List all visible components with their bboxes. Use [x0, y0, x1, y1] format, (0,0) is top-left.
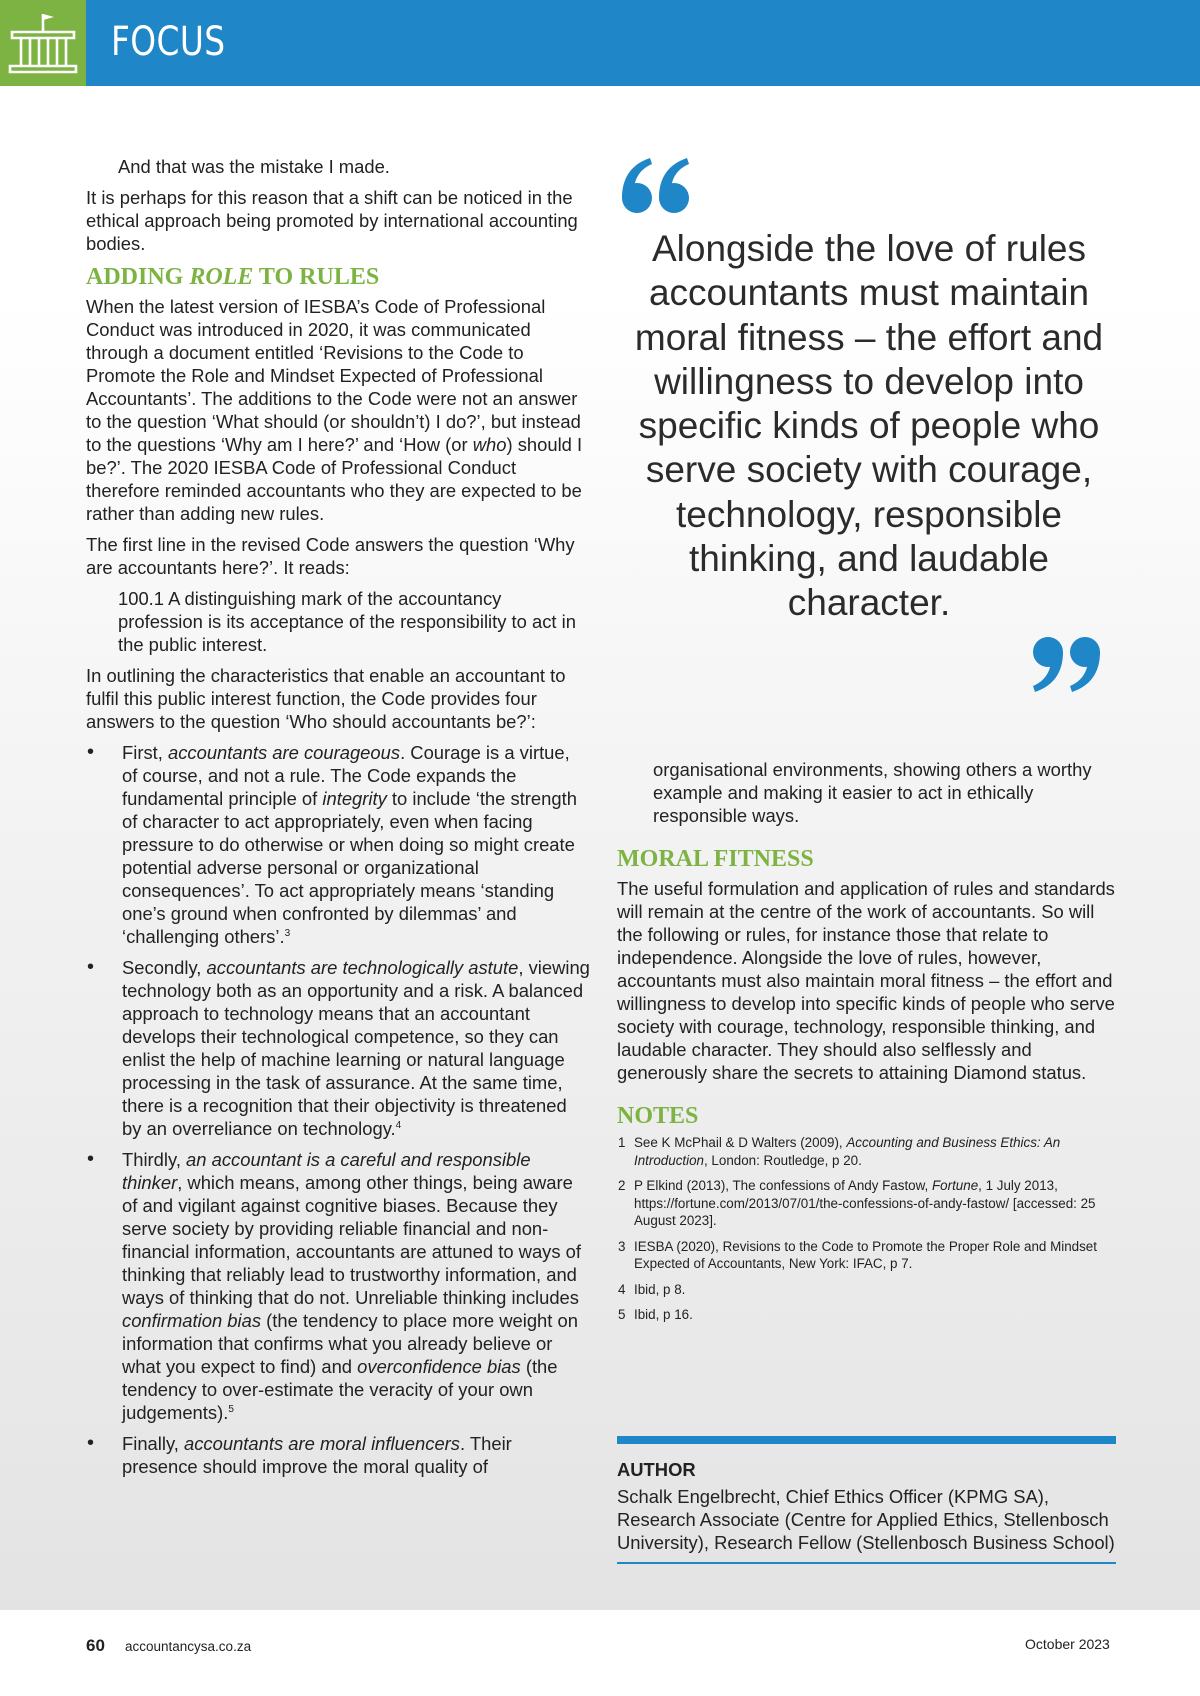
text-emphasis: accountants are technologically astute [206, 957, 519, 978]
text-run: . Courage is a virtue, of course, and not a rule. The Code expands the fundamental principle of [122, 742, 570, 809]
text-run: ) should I be?’. The 2020 IESBA Code of Professional Conduct therefore reminded accountants who they are expected to be rather than adding new rules. [86, 434, 583, 524]
text-run: to include ‘the strength of character to act appropriately, even when facing pressure to do otherwise or when doing so might create potential adverse personal or organizational consequences’. To act appropriately means ‘standing one’s ground when confronted by dilemmas’ and ‘challenging others’. [122, 788, 577, 947]
note-item [617, 1238, 1119, 1273]
heading-emphasis: ROLE [189, 264, 254, 290]
note-item [617, 1134, 1119, 1169]
note-number: 4 [618, 1281, 626, 1297]
right-column [617, 758, 1119, 1332]
bullet-list [86, 741, 590, 1478]
text-run: . Their presence should improve the moral quality of [122, 1433, 512, 1477]
quoted-line: And that was the mistake I made. [118, 156, 390, 177]
author-divider [617, 1436, 1116, 1444]
text-run: , which means, among other things, being aware of and vigilant against cognitive biases. Because they serve society by providing reliable financial and non-financial information, accountants are attuned to ways of thinking that reliably lead to trustworthy information, and ways of thinking that do not. Unreliable thinking includes [122, 1172, 582, 1308]
continued-paragraph: organisational environments, showing others a worthy example and making it easier to act in ethically responsible ways. [653, 759, 1092, 826]
body-paragraph: The useful formulation and application of rules and standards will remain at the centre of the work of accountants. So will the following or rules, for instance those that relate to independence. Alongside the love of rules, however, accountants must also maintain moral fitness – the effort and willingness to develop into specific kinds of people who serve society with courage, technology, responsible thinking, and laudable character. They should also selflessly and generously share the secrets to attaining Diamond status. [617, 878, 1115, 1083]
heading-part: TO RULES [253, 264, 380, 290]
body-paragraph: In outlining the characteristics that enable an accountant to fulfil this public interest function, the Code provides four answers to the question ‘Who should accountants be?’: [86, 665, 566, 732]
body-paragraph: It is perhaps for this reason that a shift can be noticed in the ethical approach being promoted by international accounting bodies. [86, 187, 578, 254]
list-item [86, 1432, 590, 1478]
left-column [86, 155, 590, 1486]
list-item [86, 741, 590, 948]
heading-moral-fitness: MORAL FITNESS [617, 846, 814, 872]
text-emphasis: Fortune [932, 1178, 979, 1193]
body-paragraph [86, 295, 590, 525]
text-run: Ibid, p 16. [634, 1307, 693, 1322]
author-title: AUTHOR [617, 1459, 696, 1480]
close-quote-icon [1030, 633, 1102, 695]
issue-date: October 2023 [1025, 1636, 1110, 1652]
notes-list [617, 1134, 1119, 1324]
text-emphasis: confirmation bias [122, 1310, 262, 1331]
section-title: FOCUS [111, 19, 226, 65]
footnote-ref: 3 [284, 927, 291, 939]
text-emphasis: Accounting and Business Ethics: An Introduction [634, 1135, 1061, 1168]
code-quote: 100.1 A distinguishing mark of the accountancy profession is its acceptance of the responsibility to act in the public interest. [118, 588, 576, 655]
note-number: 3 [618, 1238, 626, 1254]
page-header [0, 0, 1200, 86]
text-run: P Elkind (2013), The confessions of Andy Fastow, [634, 1178, 932, 1193]
text-run: , viewing technology both as an opportunity and a risk. A balanced approach to technology means that an accountant develops their technological competence, so they can enlist the help of machine learning or natural language processing in the task of assurance. At the same time, there is a recognition that their objectivity is threatened by an overreliance on technology. [122, 957, 590, 1139]
note-number: 1 [618, 1135, 626, 1150]
text-emphasis: accountants are moral influencers [184, 1433, 461, 1454]
text-run: When the latest version of IESBA’s Code of Professional Conduct was introduced in 2020, it was communicated through a document entitled ‘Revisions to the Code to Promote the Role and Mindset Expected of Professional Accountants’. The additions to the Code were not an answer to the question ‘What should (or shouldn’t) I do?’, but instead to the questions ‘Why am I here?’ and ‘How (or [86, 296, 581, 455]
text-emphasis: overconfidence bias [357, 1356, 521, 1377]
website-link[interactable]: accountancysa.co.za [125, 1639, 252, 1654]
text-emphasis: integrity [322, 788, 387, 809]
text-run: (the tendency to over-estimate the veracity of your own judgements). [122, 1356, 558, 1423]
note-item [617, 1177, 1119, 1230]
text-run: Thirdly, [122, 1149, 187, 1170]
pull-quote-text: Alongside the love of rules accountants must maintain moral fitness – the effort and willingness to develop into specific kinds of people who serve society with courage, technology, responsible thinking, and laudable character. [634, 228, 1104, 624]
text-emphasis: who [472, 434, 507, 455]
note-item [617, 1281, 1119, 1299]
text-run: , London: Routledge, p 20. [703, 1152, 862, 1168]
footnote-ref: 4 [395, 1119, 402, 1131]
footnote-ref: 5 [228, 1403, 234, 1415]
text-run: , 1 July 2013, https://fortune.com/2013/07/01/the-confessions-of-andy-fastow/ [accessed: 25 August 2023]. [634, 1178, 1096, 1228]
text-run: See K McPhail & D Walters (2009), [634, 1135, 847, 1150]
heading-part: ADDING [86, 264, 190, 290]
text-emphasis: accountants are courageous [167, 742, 401, 763]
text-run: Ibid, p 8. [634, 1281, 686, 1297]
body-paragraph: The first line in the revised Code answers the question ‘Why are accountants here?’. It reads: [86, 534, 575, 578]
text-run: (the tendency to place more weight on information that confirms what you already believe or what you expect to find) and [122, 1310, 578, 1377]
list-item [86, 956, 590, 1140]
note-item [617, 1306, 1119, 1324]
text-run: First, [122, 742, 168, 763]
author-bio: Schalk Engelbrecht, Chief Ethics Officer (KPMG SA), Research Associate (Centre for Applied Ethics, Stellenbosch University), Research Fellow (Stellenbosch Business School) [617, 1486, 1115, 1553]
heading-notes: NOTES [617, 1103, 699, 1129]
open-quote-icon [620, 155, 692, 217]
section-logo [0, 0, 86, 86]
text-run: IESBA (2020), Revisions to the Code to Promote the Proper Role and Mindset Expected of Accountants, New York: IFAC, p 7. [634, 1238, 1097, 1271]
building-icon [8, 8, 78, 78]
page-number: 60 [86, 1636, 105, 1655]
list-item [86, 1148, 590, 1424]
heading-adding-role [86, 263, 590, 291]
note-number: 2 [618, 1178, 626, 1193]
note-number: 5 [618, 1307, 626, 1322]
text-emphasis: an accountant is a careful and responsible thinker [122, 1149, 531, 1193]
author-rule [617, 1562, 1116, 1564]
text-run: Finally, [122, 1433, 184, 1454]
pull-quote [620, 155, 1120, 695]
text-run: Secondly, [122, 957, 207, 978]
